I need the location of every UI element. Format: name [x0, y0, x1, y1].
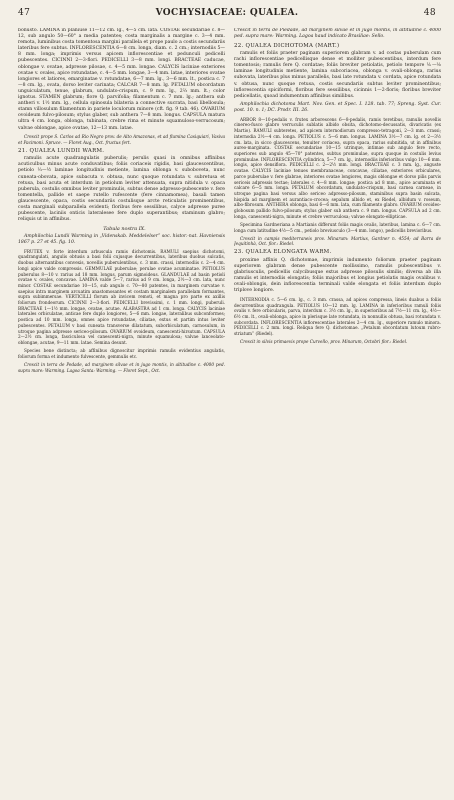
page-number-left: 47 [18, 8, 31, 18]
remarks-paragraph: Specimina Gardneriana a Martianis differunt foliis magis ovalis, lateribus, lamina c. 6—7 cm. longa cum latitudine 4½—5 cm., petiolo breviusculo (3—4 mm. longo), pedicellis brevioribus. [234, 221, 441, 233]
locality-note: Crescit prope S. Carlos ad Rio Negro prov. de Alto Amazonas, et ad flumina Casiquiari, Vasiva et Pacimoni. Spruce. — Floret Aug., Oct. fructus fert. [18, 133, 225, 145]
locality-note: Crescit in campis mediterraneis prov. Minarum: Martius, Gardner n. 4554; ad Barra de Jequitinhà, Oct. flor.: Riedel. [234, 235, 441, 247]
plate-reference: Tabula nostra IX. [103, 225, 146, 232]
locality-note: Crescit in silvis primaevis prope Curvello, prov. Minarum, Octobri flor.: Riedel. [240, 339, 408, 345]
description-paragraph: ARBOR 8—10-pedalis v. frutex arborescens 6—8-pedalis, ramis teretibus, ramulis novellis cinereo-fusco glabro verruculis sublatis albido obsita, dichotomo-decussatis, divaricatis (ex Martio). RAMULI subteretes, ad apicem internodiorum compresso-tetragoni, 2—3 mm. crassi; internodia 2½—4 cm. longa. PETIOLUS c. 5—6 mm. longus. LAMINA 3½—7 cm. lg. et 2—3½ cm. lata, in sicco glaucescens, tenuiter coriacea, supra opaca, rarius subnitida, ut in affinibus aureo-marginata. COSTAE secundariae 10—15 utrinque, intimae sub angulo fere recto, superiores sub angulo 45—70° patentes, subtus prominulae, supra quoque in costulis levius prominulae. INFLORESCENTIA cylindrica, 5—7 cm. lg., internodiis inferioribus vulgo 10—6 mm. longis, apice densiflora. PEDICELLI c. 2—2½ mm. longi. BRACTEAE c. 3 mm. lg., anguste ovatae. CALYCIS laciniae tenues membranaceae, concavae, ciliatae, exteriores orbiculares, parce puberulae v. fere glabrae, interiores ovatae longiores, magis oblongae et dorso pilis parvis sericeis adpressis tectae; laterales c. 4—8 mm. longae; postica ad 8 mm., apice acuminata et calcare 6—5 mm. longa. PETALUM obcordatum, undulato-crispum, basi carnea carneae, in utroque pagina basi versus albo sericeo adpresso-pilosum, staminibus supra basin sulcata, hispida ad marginem et aurantiaco-crocea; sepalum albido et, ex Riedel, albidum v. roseum, albo-fibrosum. ANTHERA oblonga, basi 6—6 mm. lata, cum filamento glabro. OVARIUM ovoideo-globosum pallido fulvo-pilosum; stylus glaber sub anthera c. 9 mm. longus. CAPSULA ad 2 cm. longa, canescenti-nigra, minute et crebre verruculosa; valvae elongato-ellipticae. [234, 116, 441, 219]
locality-note: Crescit in terra de Piedade, ad marginem silvae et in jugo montis, in altitudine c. 4000 ped. supra mare: Warming. Lagoa haud indicato Brasiliae: Sello. [234, 28, 441, 40]
right-column [234, 28, 441, 788]
species-heading-22: 22. QUALEA DICHOTOMA (MART.) [234, 42, 340, 49]
paragraph: bonusto. LAMINA in planiuse 11—12 cm. lg., 4—5 cm. lata. COSTAE secundariae c. 8—12, sub angulo 50—60° a media patentes; costa marginalis a margine c. 3—4 mm. remota, luminibus costa tomentosa margini parallela et prope paulo a costis secundariis lateribus fere subtus. INFLORESCENTIA 6—8 cm. longa, diam. c. 2 cm.; internodiis 5—8 mm. longa; imprimis versus apicem inflorescentiae et pedunculi pedicelli pubescentes. CICINNI 2—3-flori. PEDICELLI 3—8 mm. longi. BRACTEAE caducae, oblongae v. ovatae, adpresse pilosae, c. 4—5 mm. longae. CALYCIS laciniae exteriores ovatae v. ovales, apice rotundatae, c. 4—5 mm. longae, 3—4 mm. latae, interiores ovatae longiores et latiores, emarginatae v. rotundatae, 6—7 mm. lg., 3—6 mm. lt., postica c. 7—8 cm. lg., ovata, dorso leviter carinata; CALCAR 7—8 mm. lg. PETALUM obcordatum unguiculatum, tenue, glabrum, undulato-crispum, c. 9 mm. lg., 2⅔ mm. lt.; color ignotus. STAMEN glabrum; flore Q. parvifolia; filamentum c. 7 mm. lg.; anthera sub antheri v. 1½ mm. lg., cellula spinosula bilateria a connective sucrata, basi libellosula; stamn villosulum filamentum in pariete loculorum minore (cft. fig. 9 tab. 46). OVARIUM ovoideum fulvo-pilosum; stylus glaber, sub anthera 7—8 mm. longus. CAPSULA matura ultra 4 cm. longa, oblonga, tubinata, crebre rima et minute squamuloso-verrucosum; valvae oblongae, apice ovatae, 12—13 mm. latae. [18, 28, 225, 131]
species-diagnosis-23: proxime affinis Q. dichotomae, imprimis indumento foliorum praeter paginam superiorem glabram dense pubescente mollissimo, ramulis pubescentibus v. glabriusculis, pedicellis calycibusque extus adpresse pilosulis similis; diversa ab illa ramulis et internodiis elongatis; foliis majoribus et longius petiolatis magis ovalibus v. ovali-oblongis, dein inflorescentia terminali valde elongata et foliis interdum duplo triplove longiore. [234, 257, 441, 294]
species-diagnosis-22: ramulis et foliis praeter paginam superiorem glabram v. ad costas puberulam cum rachi inflorescentiae pedicellisque dense et molliter pubescentibus, interdum fere tomentosis; ramulis fere Q. cordatae; foliis breviter petiolatis, petiolo tempore ⅙—⅛ laminae longitudinis metiente, lamina subcoriacea, oblonga v. ovali-oblonga, rarius subovata, lateribus plus minus parallelis, basi late rotundata v. cordata, apice rotundata v. obtusa, nunc quoque retusa, costis secundariis subtus leviter prominentibus; inflorescentia spiciformi, floribus fere sessilibus, cicinnis 1—2-floris; floribus breviter pedicellatis, quoad indumentum affinibus similibus. [234, 51, 441, 99]
description-paragraph: INTERNODIA c. 5—6 cm. lg., c. 3 mm. crassa, ad apices compressa, lineis duabus a foliis decurrentibus quadrangula. PETIOLUS 10—12 mm. lg. LAMINA in inferioribus ramuli foliis ovalis v. fere orbicularis, parva, interdum c. 3½ cm. lg., in superioribus ad 7½—11 cm. lg., 4½—6½ cm. lt., ovali-oblonga, apice in plerisque late rotundata, in nonnullis obtusa, basi rotundata v. subcordata. INFLORESCENTIA inflorescentiae laterales 2—4 cm. lg., superiore ramulo minora. PEDICELLI c. 2 mm. longi. Reliqua fere Q. dichotomae. „Petalum obcordatum lutoum rubro-striatum” (Riedel). [234, 296, 441, 337]
synonym-citation: Amphilochia dichotoma Mart. Nov. Gen. et Spec. I. 128. tab. 77; Spreng. Syst. Cur. post. 10. n. 1; DC. Prodr. III. 26. [234, 102, 441, 114]
synonym-citation: Amphilochia Lundii Warming in „Videnskab. Meddelelser” soc. histor.-nat. Havniensis 1867 p. 27 et 45. fig. 10. [18, 234, 225, 246]
locality-note: Crescit in terra de Pedade, ad marginem silvae et in jugo montis, in altitudine c. 4000 ped. supra mare: Warming. Lagoa Santa: Warming. — Floret Sept., Oct. [18, 361, 225, 373]
species-diagnosis-21: ramulis acute quadrangulatis puberulis; perulis quasi in omnibus affinibus acuticulbus minus acute conduvatibus; foliis coriaceis rigidis, basi glaucescentibus, petiolo ⅓—½ laminae longitudinis metiente, lamina oblonga v. suboboveta, nunc cuneata-obovata, apice subacuta v. obtusa, nunc quoque rotundata v. subretusa et retusa, basi acuta et interdum in petiolum leviter attenuata, supra nitidula v. opaca puberula, costulis omnibus leviter prominulis, subtus dense adpresso-pubescente v. fere tomentella, pallide et saepe rutello rufescente (fere cinnamomea), basali tamen glaucescente, opaca, costis secundariis costulisque arcte reticulatis prominentibus, costa marginali subparallela evidenti; floribus fere sessilibus, calyce adpresse puree pubescente, laciniis onticis lateralesee fere duplo superantibus; staminum glabro; reliquis ut in affinibus. [18, 156, 225, 223]
running-title: VOCHYSIACEAE: QUALEA. [155, 8, 299, 18]
species-heading-21: 21. QUALEA LUNDII WARM. [18, 147, 105, 154]
running-head [18, 8, 436, 22]
species-heading-23: 23. QUALEA ELONGATA WARM. [234, 249, 332, 256]
left-column [18, 28, 225, 788]
remarks-paragraph: Species bene distincta; ab affinibus dignoscitur imprimis ramulis evidentius angulatis, foliorum forma et indumento fulvescente, gemmulis etc. [18, 348, 225, 359]
description-paragraph: FRUTEX v. forte interdum arbuscula ramis dichotomis. RAMULI saepius dichotomi, quadrangulati, angulis obtusis a basi folii cujusque decurrentibus, lateribus duobus sulcatis, duobus alternantibus convexis, novellis puberulentibus, c. 3 mm. crassi, internodiis c. 2—4 cm. longi apice valde compressis. GEMMULAE puberulae; perulae ovatae acuminatae. PETIOLUS puberulus 8—10 v. rarius ad 18 mm. longus, parum sigmoideus. GLANDULAE ad basin petioli ovatae v. ovales, concavae. LAMINA valde 5—7, rarius ad 9 cm. longa, 2½—3 cm. lata, nunc minor. COSTAE secundariae 10—15, sub angulo c. 70—80 patentes, in marginem curvatae v. saepius intra marginem arcuatim anastomosantes et costam marginalem parallelam formantes, supra subimmersae. VERTICILLI florum ab invicem remoti, et magna pro parte ex axillis foliorum frondeorum. CICINNI 2—3-flori. PEDICELLI brevissimi, c. 1 mm. longi, puberuli. BRACTEAE 1—1½ mm. longae, ovatae, acutae. ALABASTRA ad 1 cm. longa. CALYCIS laciniae laterales orbiculatae, anticae fere duplo longiores, 5—6 mm. longae, lateralibus subconformes; postica ad 10 mm. longa, omnes apice rotundatae, ciliatae, extus et partim intus leviter pubescentes. PETALUM v basi cuneata transverse dilatatum, suborbiculatum, carnosulum, in utroque pagina adpresse sericeo-pilosum. OVARIUM ovoideum, canescenti-hirsutum. CAPSULA 2—2½ cm. longa, fasciculosa vel canescenti-nigra, minute squamulosa; valvae lanceolato-oblongae, acutae, 9—11 mm. latae. Semina desunt. [18, 248, 225, 345]
page-number-right: 48 [423, 8, 436, 18]
